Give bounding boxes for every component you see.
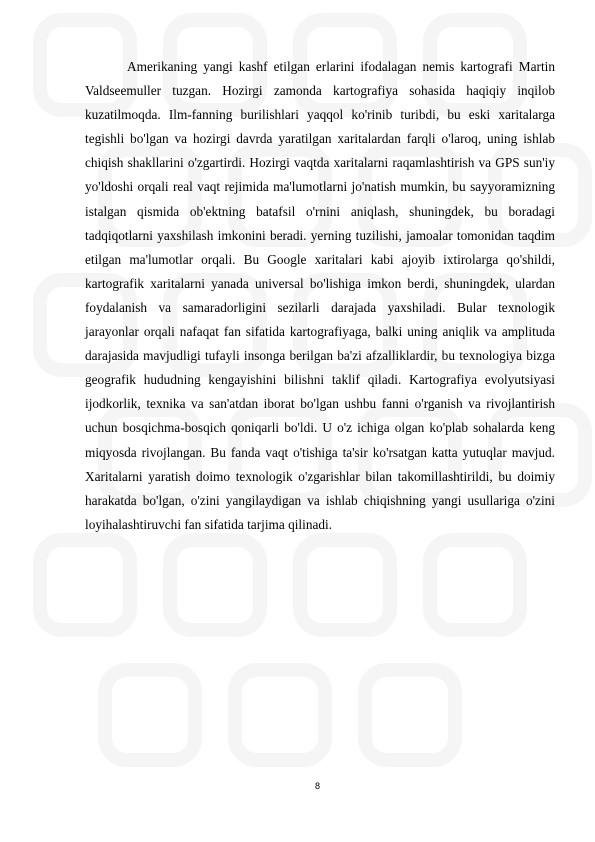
body-text	[85, 55, 555, 537]
page-number: 8	[314, 781, 320, 791]
paragraph: Amerikaning yangi kashf etilgan erlarini ifodalagan nemis kartografi Martin Valdseemuller tuzgan. Hozirgi zamonda kartografiya sohasida haqiqiy inqilob kuzatilmoqda. Ilm-fanning burilishlari yaqqol ko'rinib turibdi, bu eski xaritalarga tegishli bo'lgan va hozirgi davrda yaratilgan xaritalardan farqli o'laroq, uning ishlab chiqish shakllarini o'zgartirdi. Hozirgi vaqtda xaritalarni raqamlashtirish va GPS sun'iy yo'ldoshi orqali real vaqt rejimida ma'lumotlarni jo'natish mumkin, bu sayyoramizning istalgan qismida ob'ektning batafsil o'rnini aniqlash, shuningdek, bu boradagi tadqiqotlarni yaxshilash imkonini beradi. yerning tuzilishi, jamoalar tomonidan taqdim etilgan ma'lumotlar orqali. Bu Google xaritalari kabi ajoyib ixtirolarga qo'shildi, kartografik xaritalarni yanada universal bo'lishiga imkon berdi, shuningdek, ulardan foydalanish va samaradorligini sezilarli darajada yaxshiladi. Bular texnologik jarayonlar orqali nafaqat fan sifatida kartografiyaga, balki uning aniqlik va amplituda darajasida mavjudligi tufayli insonga berilgan ba'zi afzalliklardir, bu texnologiya bizga geografik hududning kengayishini bilishni taklif qiladi. Kartografiya evolyutsiyasi ijodkorlik, texnika va san'atdan iborat bo'lgan ushbu fanni o'rganish va rivojlantirish uchun bosqichma-bosqich qoniqarli bo'ldi. U o'z ichiga olgan ko'plab sohalarda keng miqyosda rivojlangan. Bu fanda vaqt o'tishiga ta'sir ko'rsatgan katta yutuqlar mavjud. Xaritalarni yaratish doimo texnologik o'zgarishlar bilan takomillashtirildi, bu doimiy harakatda bo'lgan, o'zini yangilaydigan va ishlab chiqishning yangi usullariga o'zini loyihalashtiruvchi fan sifatida tarjima qilinadi.	[85, 59, 555, 532]
